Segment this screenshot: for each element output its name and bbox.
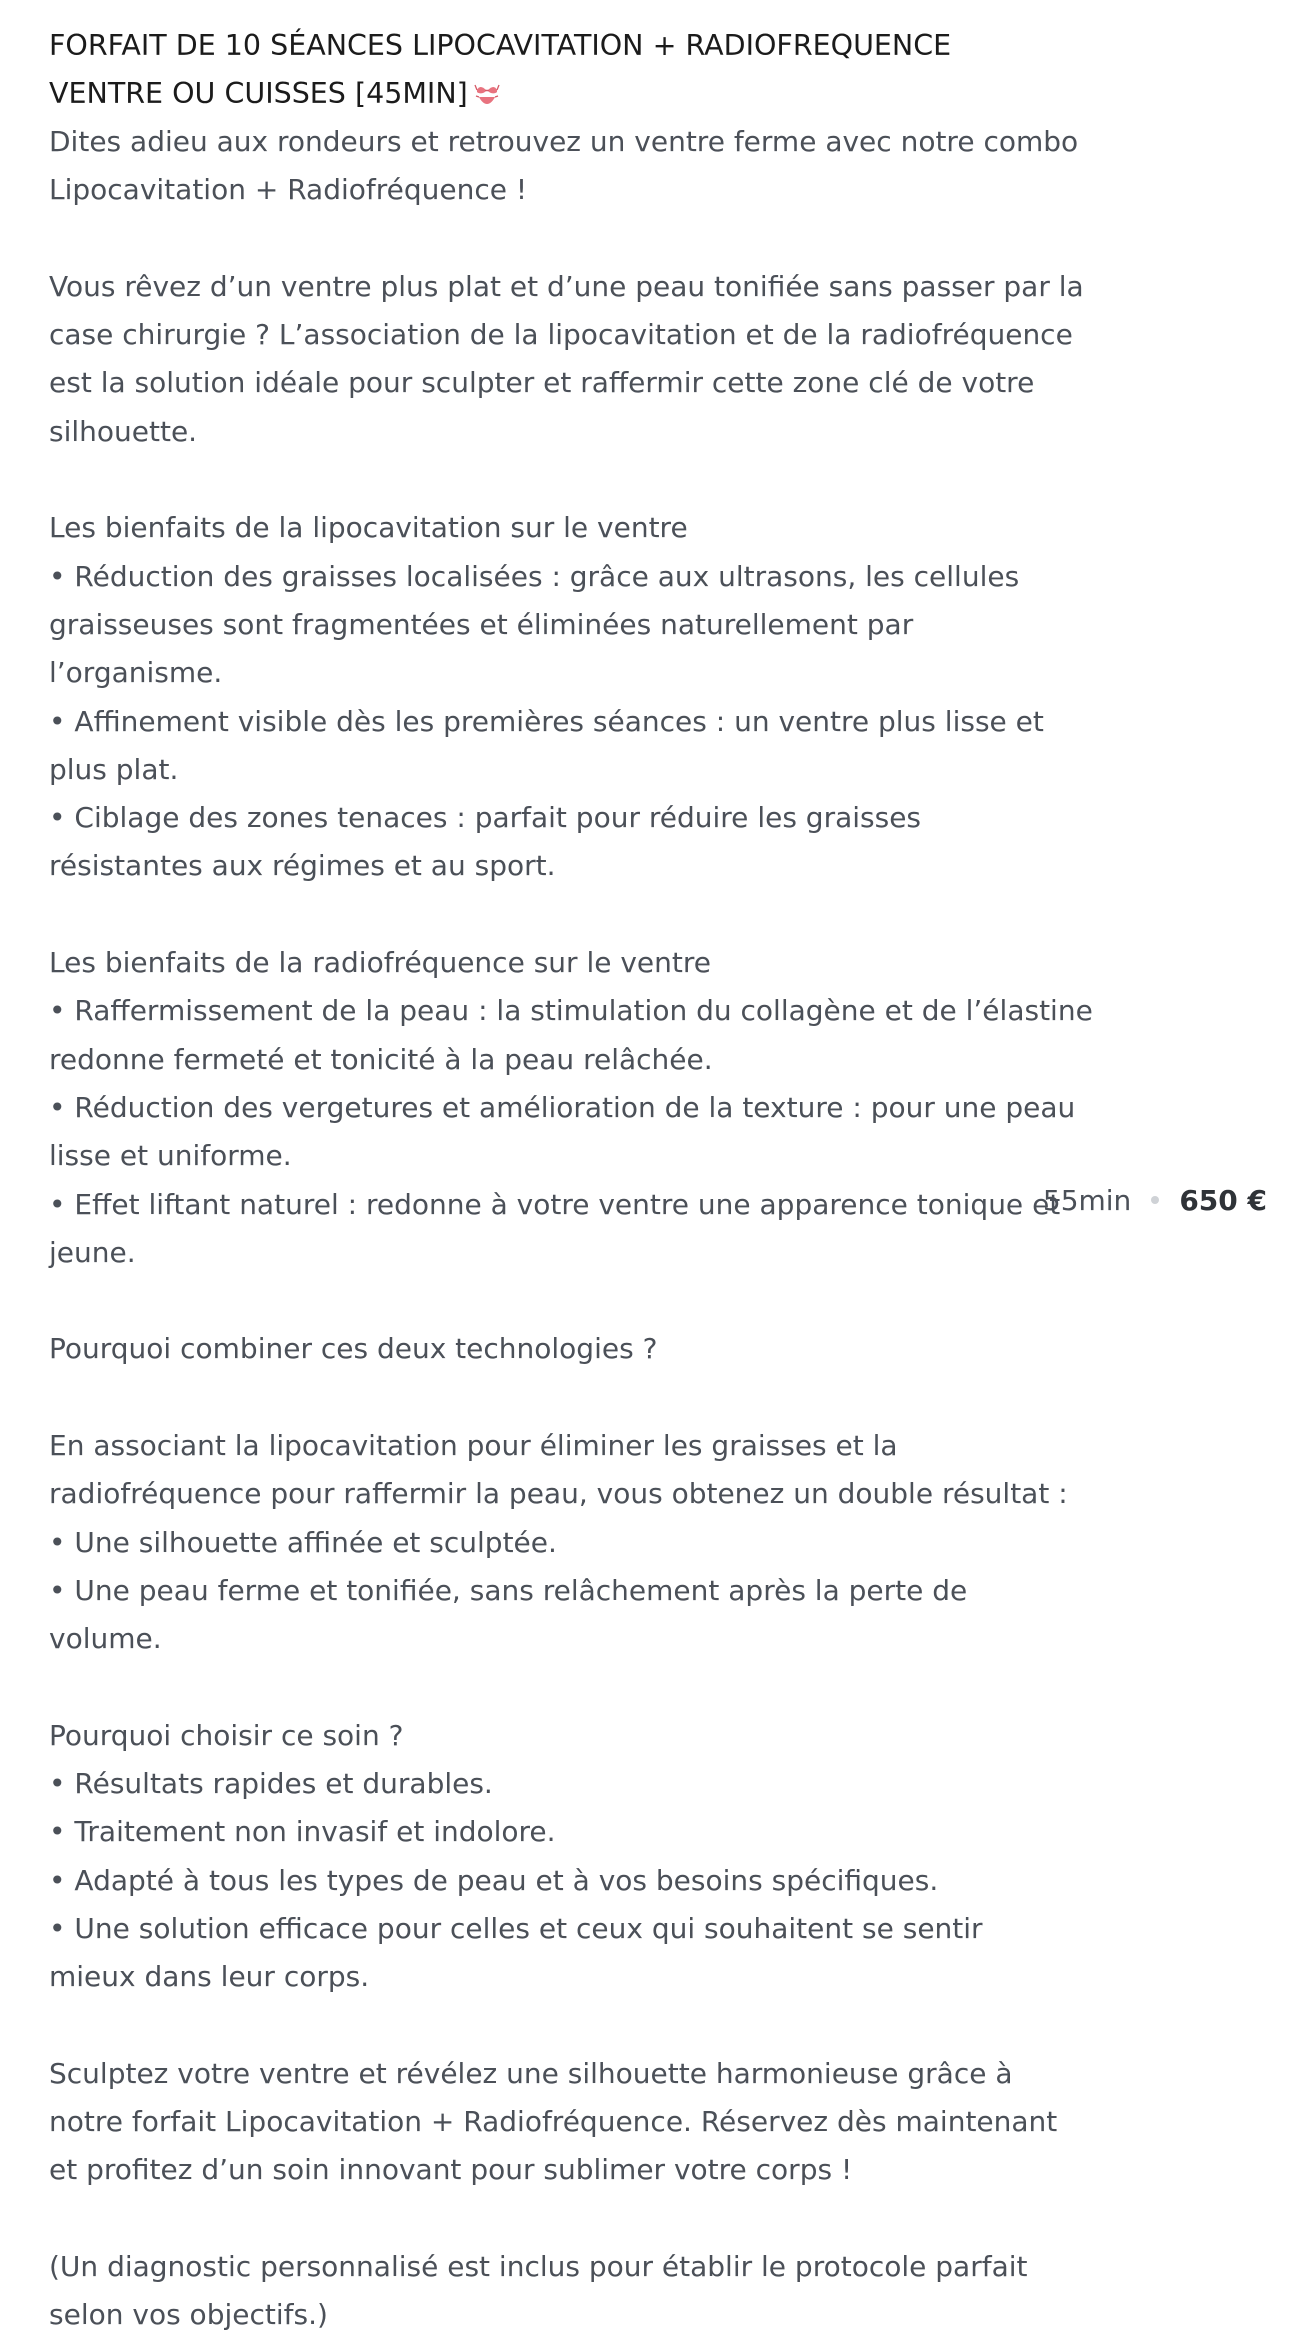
service-title-line-2: VENTRE OU CUISSES [45MIN]: [49, 77, 468, 111]
description-line: En associant la lipocavitation pour éliminer les graisses et la: [49, 1429, 898, 1463]
service-title-line-1: FORFAIT DE 10 SÉANCES LIPOCAVITATION + RADIOFREQUENCE: [49, 29, 952, 62]
description-line: jeune.: [49, 1235, 136, 1269]
paragraph-gap: [49, 1374, 1034, 1422]
paragraph-gap: [49, 215, 1034, 263]
description-line: (Un diagnostic personnalisé est inclus pour établir le protocole parfait: [49, 2250, 1028, 2284]
description-line: Lipocavitation + Radiofréquence !: [49, 173, 528, 207]
bikini-icon: [474, 81, 500, 107]
service-meta: [1043, 1176, 1267, 1224]
description-line: plus plat.: [49, 752, 179, 786]
description-line: • Effet liftant naturel : redonne à votre ventre une apparence tonique et: [49, 1187, 1061, 1221]
description-line: • Réduction des graisses localisées : grâce aux ultrasons, les cellules: [49, 559, 1020, 593]
paragraph-gap: [49, 1277, 1034, 1325]
description-line: • Une solution efficace pour celles et ceux qui souhaitent se sentir: [49, 1911, 983, 1945]
description-line: • Une silhouette affinée et sculptée.: [49, 1525, 557, 1559]
description-line: • Résultats rapides et durables.: [49, 1767, 493, 1801]
description-line: Pourquoi combiner ces deux technologies ?: [49, 1332, 658, 1366]
description-line: graisseuses sont fragmentées et éliminées naturellement par: [49, 607, 914, 641]
description-line: • Une peau ferme et tonifiée, sans relâchement après la perte de: [49, 1573, 968, 1607]
description-line: • Raffermissement de la peau : la stimulation du collagène et de l’élastine: [49, 994, 1093, 1028]
description-line: radiofréquence pour raffermir la peau, vous obtenez un double résultat :: [49, 1477, 1068, 1511]
paragraph-gap: [49, 891, 1034, 939]
description-line: lisse et uniforme.: [49, 1139, 292, 1173]
description-line: • Ciblage des zones tenaces : parfait pour réduire les graisses: [49, 801, 922, 835]
description-line: selon vos objectifs.): [49, 2298, 328, 2332]
description-line: volume.: [49, 1622, 162, 1656]
description-line: Vous rêvez d’un ventre plus plat et d’une peau tonifiée sans passer par la: [49, 269, 1084, 303]
description-line: l’organisme.: [49, 656, 223, 690]
description-line: • Traitement non invasif et indolore.: [49, 1815, 556, 1849]
description-line: Les bienfaits de la lipocavitation sur le ventre: [49, 511, 688, 545]
description-line: • Réduction des vergetures et amélioration de la texture : pour une peau: [49, 1090, 1076, 1124]
paragraph-gap: [49, 1664, 1034, 1712]
price-label: 650 €: [1179, 1183, 1267, 1217]
paragraph-gap: [49, 2195, 1034, 2243]
description-line: et profitez d’un soin innovant pour sublimer votre corps !: [49, 2153, 853, 2187]
description-line: case chirurgie ? L’association de la lipocavitation et de la radiofréquence: [49, 318, 1073, 352]
separator-dot: [1151, 1196, 1159, 1204]
description-line: silhouette.: [49, 414, 198, 448]
description-line: mieux dans leur corps.: [49, 1960, 370, 1994]
description-line: • Affinement visible dès les premières séances : un ventre plus lisse et: [49, 704, 1044, 738]
description-line: Pourquoi choisir ce soin ?: [49, 1718, 404, 1752]
description-line: Sculptez votre ventre et révélez une silhouette harmonieuse grâce à: [49, 2056, 1013, 2090]
service-title: [49, 22, 1029, 119]
paragraph-gap: [49, 2002, 1034, 2050]
duration-label: 55min: [1042, 1183, 1132, 1217]
description-line: Dites adieu aux rondeurs et retrouvez un ventre ferme avec notre combo: [49, 125, 1079, 158]
description-line: • Adapté à tous les types de peau et à vos besoins spécifiques.: [49, 1863, 939, 1897]
description-line: est la solution idéale pour sculpter et raffermir cette zone clé de votre: [49, 366, 1035, 400]
description-line: résistantes aux régimes et au sport.: [49, 849, 556, 883]
paragraph-gap: [49, 456, 1034, 504]
description-line: redonne fermeté et tonicité à la peau relâchée.: [49, 1042, 713, 1076]
description-line: Les bienfaits de la radiofréquence sur le ventre: [49, 946, 711, 980]
description-line: notre forfait Lipocavitation + Radiofréquence. Réservez dès maintenant: [49, 2105, 1058, 2139]
